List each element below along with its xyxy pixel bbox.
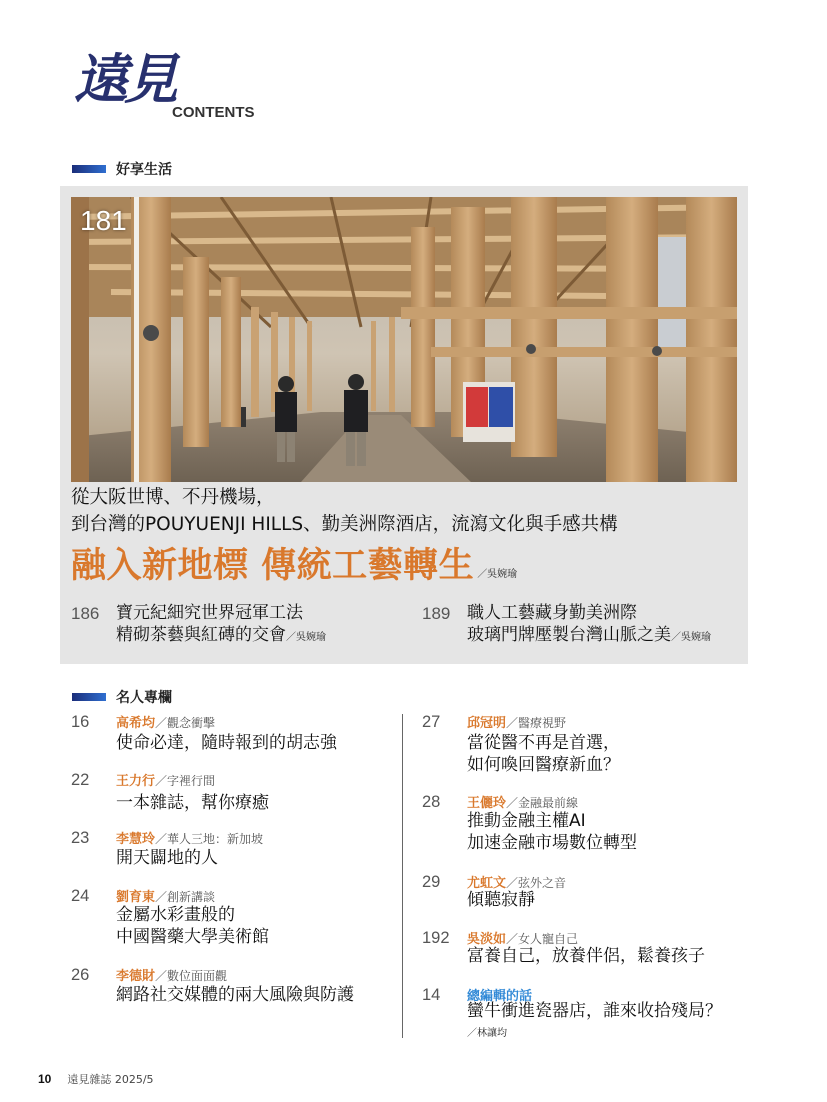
- feature-subtitle-line2: 到台灣的POUYUENJI HILLS、勤美洲際酒店，流瀉文化與手感共構: [71, 514, 618, 535]
- footer-page-number: 10: [38, 1072, 52, 1086]
- entry-title[interactable]: 開天闢地的人: [116, 848, 218, 868]
- entry-title[interactable]: 蠻牛衝進瓷器店，誰來收拾殘局？: [467, 1001, 722, 1021]
- contents-label: CONTENTS: [172, 104, 255, 121]
- feature-author: ／吳婉瑜: [477, 569, 518, 580]
- entry-kicker: 李慧玲／華人三地：新加坡: [116, 832, 264, 847]
- sub-story-author: ／吳婉瑜: [286, 632, 326, 643]
- entry-page: 29: [422, 873, 441, 891]
- page-footer: [38, 1071, 154, 1087]
- entry-kicker: 劉育東／創新講談: [116, 890, 216, 905]
- entry-kicker: 王力行／字裡行間: [116, 774, 216, 789]
- entry-author: ／林讓均: [467, 1028, 507, 1039]
- entry-title-line2[interactable]: 加速金融市場數位轉型: [467, 833, 637, 853]
- sub-story-author: ／吳婉瑜: [671, 632, 711, 643]
- entry-kicker: 王儷玲／金融最前線: [467, 796, 579, 811]
- entry-page: 26: [71, 966, 90, 984]
- feature-photo[interactable]: [71, 197, 737, 482]
- entry-kicker: 尤虹文／弦外之音: [467, 876, 567, 891]
- entry-kicker: 吳淡如／女人寵自己: [467, 932, 579, 947]
- entry-title[interactable]: 推動金融主權AI: [467, 811, 586, 831]
- sub-story-page: 189: [422, 604, 451, 623]
- sub-story-title-line2[interactable]: 精砌茶藝與紅磚的交會／吳婉瑜: [116, 625, 326, 645]
- sub-story-title-line2[interactable]: 玻璃門牌壓製台灣山脈之美／吳婉瑜: [467, 625, 711, 645]
- entry-kicker: 李德財／數位面面觀: [116, 969, 228, 984]
- entry-title[interactable]: 當從醫不再是首選，: [467, 733, 620, 753]
- column-divider: [402, 714, 403, 1038]
- entry-kicker: 邱冠明／醫療視野: [467, 716, 567, 731]
- entry-page: 28: [422, 793, 441, 811]
- timber-structure-illustration: [71, 197, 737, 482]
- section-head-lifestyle: [72, 159, 172, 179]
- sub-story-title-line1[interactable]: 寶元紀細究世界冠軍工法: [116, 603, 303, 623]
- section-title: 好享生活: [116, 162, 172, 178]
- sub-story-page: 186: [71, 604, 100, 623]
- entry-page: 23: [71, 829, 90, 847]
- entry-title[interactable]: 富養自己，放養伴侶，鬆養孩子: [467, 946, 705, 966]
- entry-title[interactable]: 金屬水彩畫般的: [116, 905, 235, 925]
- section-bar-icon: [72, 165, 106, 173]
- entry-page: 16: [71, 713, 90, 731]
- magazine-logo: 遠見: [74, 47, 174, 111]
- entry-kicker: 總編輯的話: [467, 989, 533, 1004]
- feature-title-row[interactable]: [71, 538, 517, 588]
- entry-page: 27: [422, 713, 441, 731]
- entry-page: 14: [422, 986, 441, 1004]
- entry-page: 192: [422, 929, 450, 947]
- entry-page: 22: [71, 771, 90, 789]
- entry-title-line2[interactable]: 中國醫藥大學美術館: [116, 927, 269, 947]
- entry-title[interactable]: 網路社交媒體的兩大風險與防護: [116, 985, 354, 1005]
- section-head-columns: [72, 687, 172, 707]
- section-bar-icon: [72, 693, 106, 701]
- entry-title[interactable]: 使命必達，隨時報到的胡志強: [116, 733, 337, 753]
- entry-page: 24: [71, 887, 90, 905]
- feature-subtitle-line1: 從大阪世博、不丹機場，: [71, 487, 275, 508]
- entry-title[interactable]: 傾聽寂靜: [467, 890, 535, 910]
- footer-magazine-issue: 遠見雜誌 2025/5: [67, 1073, 154, 1086]
- sub-story-title-line1[interactable]: 職人工藝藏身勤美洲際: [467, 603, 637, 623]
- entry-kicker: 高希均／觀念衝擊: [116, 716, 216, 731]
- entry-title[interactable]: 一本雜誌，幫你療癒: [116, 793, 269, 813]
- feature-page-number: 181: [80, 205, 127, 236]
- section-title: 名人專欄: [116, 690, 172, 706]
- feature-title: 融入新地標 傳統工藝轉生: [71, 546, 475, 586]
- entry-title-line2[interactable]: 如何喚回醫療新血？: [467, 755, 620, 775]
